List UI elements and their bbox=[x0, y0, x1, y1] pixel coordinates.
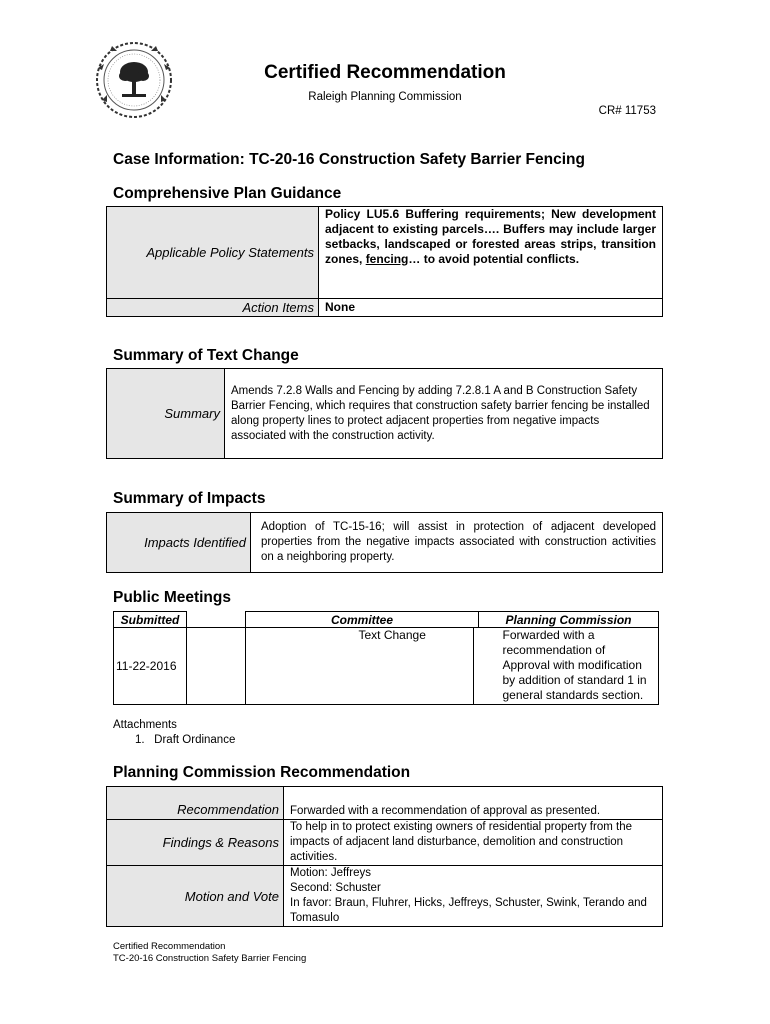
col-spacer bbox=[187, 612, 246, 628]
policy-label: Applicable Policy Statements bbox=[107, 207, 319, 299]
impacts-table bbox=[106, 512, 663, 573]
text-change-table bbox=[106, 368, 663, 459]
comprehensive-heading: Comprehensive Plan Guidance bbox=[113, 185, 342, 202]
city-seal-icon bbox=[92, 38, 176, 122]
favor-line: In favor: Braun, Fluhrer, Hicks, Jeffreys, Schuster, Swink, Terando and Tomasulo bbox=[290, 897, 647, 924]
motion-label: Motion and Vote bbox=[107, 866, 284, 927]
meetings-table bbox=[113, 611, 659, 705]
attachments bbox=[113, 718, 235, 748]
action-label: Action Items bbox=[107, 299, 319, 317]
text-change-heading: Summary of Text Change bbox=[113, 347, 299, 364]
comprehensive-table bbox=[106, 206, 663, 317]
col-planning: Planning Commission bbox=[479, 612, 659, 628]
second-line: Second: Schuster bbox=[290, 882, 381, 894]
action-value: None bbox=[319, 299, 663, 317]
page-subtitle: Raleigh Planning Commission bbox=[308, 91, 462, 103]
meetings-heading: Public Meetings bbox=[113, 589, 231, 606]
submitted-date: 11-22-2016 bbox=[114, 628, 187, 705]
spacer-cell bbox=[187, 628, 246, 705]
committee-value: Text Change bbox=[246, 628, 479, 705]
cr-number: CR# 11753 bbox=[598, 105, 656, 117]
impacts-heading: Summary of Impacts bbox=[113, 490, 266, 507]
case-heading: Case Information: TC-20-16 Construction Safety Barrier Fencing bbox=[113, 151, 585, 168]
attachment-item: 1. Draft Ordinance bbox=[135, 734, 236, 746]
attachments-label: Attachments bbox=[113, 719, 177, 731]
rec-label: Recommendation bbox=[107, 787, 284, 820]
rec-text: Forwarded with a recommendation of approval as presented. bbox=[284, 787, 663, 820]
findings-text: To help in to protect existing owners of residential property from the impacts of adjacent land disturbance, demolition and construction activities. bbox=[284, 820, 663, 866]
impacts-label: Impacts Identified bbox=[107, 513, 251, 573]
recommendation-heading: Planning Commission Recommendation bbox=[113, 764, 411, 781]
footer bbox=[113, 941, 306, 965]
footer-line-2: TC-20-16 Construction Safety Barrier Fencing bbox=[113, 953, 307, 964]
footer-line-1: Certified Recommendation bbox=[113, 941, 226, 952]
summary-text: Amends 7.2.8 Walls and Fencing by adding 7.2.8.1 A and B Construction Safety Barrier Fencing, which requires that construction safety barrier fencing be installed along property lines to protect adjacent properties from negative impacts associated with the construction activity. bbox=[225, 369, 663, 459]
findings-label: Findings & Reasons bbox=[107, 820, 284, 866]
recommendation-table bbox=[106, 786, 663, 927]
col-submitted: Submitted bbox=[114, 612, 187, 628]
col-committee: Committee bbox=[246, 612, 479, 628]
summary-label: Summary bbox=[107, 369, 225, 459]
planning-value: Forwarded with a recommendation of Approval with modification by addition of standard 1 in general standards section. bbox=[479, 628, 659, 705]
policy-text: Policy LU5.6 Buffering requirements; New development adjacent to existing parcels…. Buffers may include larger setbacks, landscaped or forested areas strips, transition zones, fencing… to avoid potential conflicts. bbox=[319, 207, 663, 299]
motion-line: Motion: Jeffreys bbox=[290, 867, 371, 879]
page-title: Certified Recommendation bbox=[264, 62, 506, 83]
impacts-text: Adoption of TC-15-16; will assist in protection of adjacent developed properties from the negative impacts associated with construction activities on a neighboring property. bbox=[251, 513, 663, 573]
motion-text bbox=[284, 866, 663, 927]
